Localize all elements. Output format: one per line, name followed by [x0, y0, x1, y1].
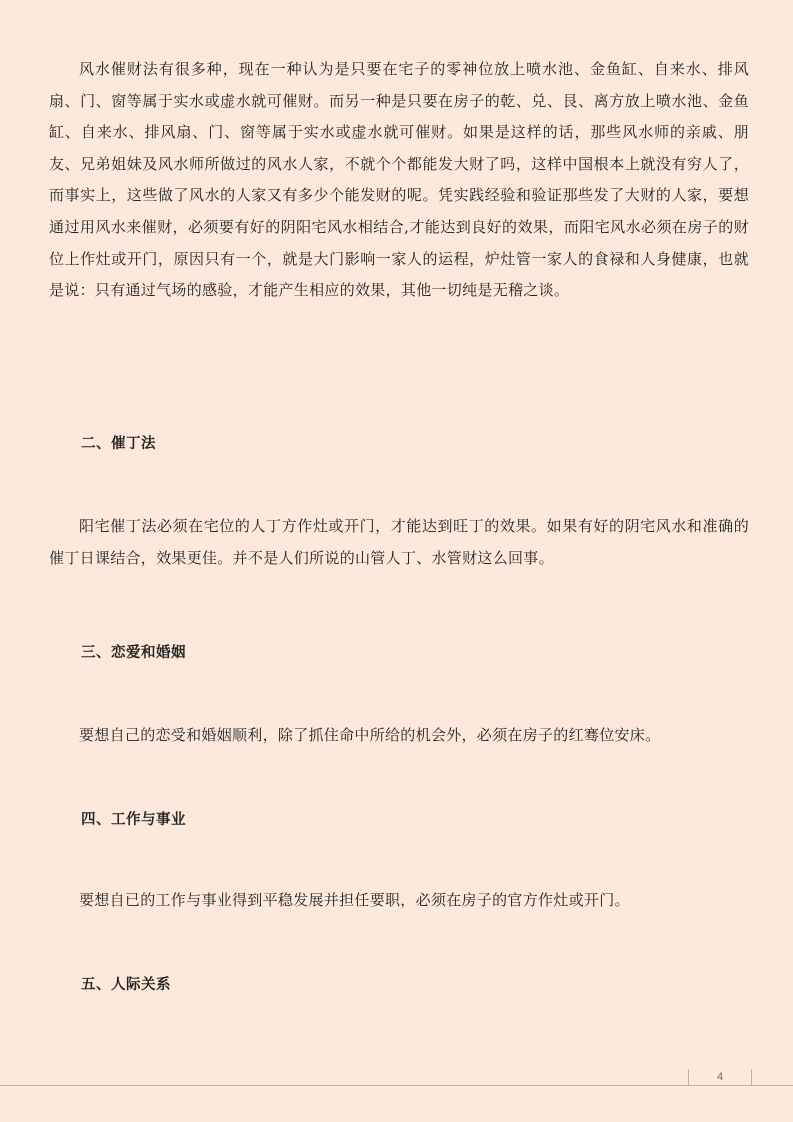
section-heading-work-career: 四、工作与事业 [81, 811, 186, 828]
footer-rule-left [0, 1085, 688, 1086]
footer-rule-right [751, 1085, 793, 1086]
section-heading-relationships: 五、人际关系 [81, 976, 171, 993]
body-paragraph-work-career: 要想自已的工作与事业得到平稳发展并担任要职，必须在房子的官方作灶或开门。 [79, 891, 630, 909]
section-heading-love-marriage: 三、恋爱和婚姻 [81, 644, 186, 661]
body-paragraph-love-marriage: 要想自己的恋受和婚姻顺利，除了抓住命中所给的机会外，必须在房子的红骞位安床。 [79, 726, 661, 744]
page-number: 4 [688, 1069, 752, 1086]
body-paragraph-children: 阳宅催丁法必须在宅位的人丁方作灶或开门，才能达到旺丁的效果。如果有好的阴宅风水和准确的催丁日课结合，效果更佳。并不是人们所说的山管人丁、水管财这么回事。 [49, 517, 749, 567]
body-paragraph-wealth: 风水催财法有很多种，现在一种认为是只要在宅子的零神位放上喷水池、金鱼缸、自来水、排风扇、门、窗等属于实水或虚水就可催财。而另一种是只要在房子的乾、兑、艮、离方放上喷水池、金鱼缸、自来水、排风扇、门、窗等属于实水或虚水就可催财。如果是这样的话，那些风水师的亲戚、朋友、兄弟姐妹及风水师所做过的风水人家，不就个个都能发大财了吗，这样中国根本上就没有穷人了，而事实上，这些做了风水的人家又有多少个能发财的呢。凭实践经验和验证那些发了大财的人家，要想通过用风水来催财，必须要有好的阴阳宅风水相结合,才能达到良好的效果，而阳宅风水必须在房子的财位上作灶或开门，原因只有一个，就是大门影响一家人的运程，炉灶管一家人的食禄和人身健康，也就是说：只有通过气场的感验，才能产生相应的效果，其他一切纯是无稽之谈。 [49, 60, 749, 300]
section-heading-children: 二、催丁法 [81, 435, 156, 452]
